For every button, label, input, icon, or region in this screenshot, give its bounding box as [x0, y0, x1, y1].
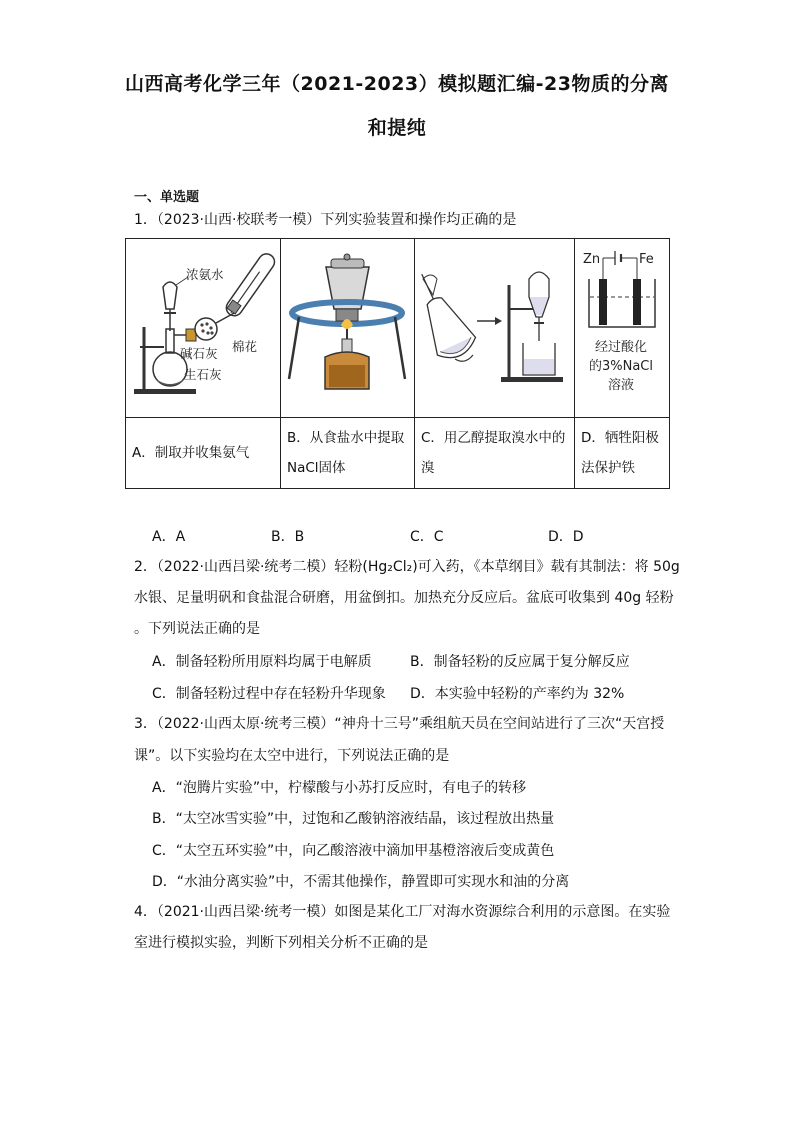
cell-d-label: D．牺牲阳极法保护铁 — [575, 418, 670, 489]
label-solution-line3: 溶液 — [607, 378, 635, 393]
cell-c-label: C．用乙醇提取溴水中的溴 — [415, 418, 575, 489]
q3-option-b[interactable]: B．“太空冰雪实验”中，过饱和乙酸钠溶液结晶，该过程放出热量 — [152, 811, 555, 827]
label-cotton: 棉花 — [232, 339, 258, 354]
q1-option-d[interactable]: D．D — [548, 529, 584, 545]
cell-b-label: B．从食盐水中提取NaCl固体 — [281, 418, 415, 489]
page-title-line1: 山西高考化学三年（2021-2023）模拟题汇编-23物质的分离 — [125, 73, 669, 95]
q1-option-c[interactable]: C．C — [410, 529, 444, 545]
q2-option-c[interactable]: C．制备轻粉过程中存在轻粉升华现象 — [152, 686, 386, 702]
label-quicklime: 生石灰 — [184, 367, 222, 382]
question-3-line2: 课”。以下实验均在太空中进行，下列说法正确的是 — [134, 748, 450, 764]
question-3-line1: 3．（2022·山西太原·统考三模）“神舟十三号”乘组航天员在空间站进行了三次“天宫授 — [134, 716, 665, 732]
diagram-b-evaporation — [281, 239, 415, 418]
diagram-a-ammonia-apparatus — [126, 239, 281, 418]
question-4-line2: 室进行模拟实验，判断下列相关分析不正确的是 — [134, 935, 428, 951]
question-1-table — [125, 238, 670, 489]
page-title-line2: 和提纯 — [367, 117, 427, 139]
q3-option-c[interactable]: C．“太空五环实验”中，向乙酸溶液中滴加甲基橙溶液后变成黄色 — [152, 843, 555, 859]
q1-option-b[interactable]: B．B — [271, 529, 305, 545]
q2-option-b[interactable]: B．制备轻粉的反应属于复分解反应 — [410, 654, 630, 670]
diagram-d-electrolysis — [575, 239, 670, 418]
question-2-line2: 水银、足量明矾和食盐混合研磨，用盆倒扣。加热充分反应后。盆底可收集到 40g 轻粉 — [134, 590, 674, 606]
label-zn: Zn — [583, 252, 601, 267]
diagram-c-extraction — [415, 239, 575, 418]
label-ammonia: 浓氨水 — [186, 267, 224, 282]
label-soda-lime: 碱石灰 — [180, 346, 218, 361]
q2-option-a[interactable]: A．制备轻粉所用原料均属于电解质 — [152, 654, 372, 670]
q2-option-d[interactable]: D．本实验中轻粉的产率约为 32% — [410, 686, 625, 702]
question-1-stem: 1．（2023·山西·校联考一模）下列实验装置和操作均正确的是 — [134, 212, 517, 228]
question-4-line1: 4．（2021·山西吕梁·统考一模）如图是某化工厂对海水资源综合利用的示意图。在实验 — [134, 904, 671, 920]
question-2-line3: 。下列说法正确的是 — [134, 621, 260, 637]
question-2-line1: 2．（2022·山西吕梁·统考二模）轻粉(Hg₂Cl₂)可入药，《本草纲目》载有其制法：将 50g — [134, 559, 680, 575]
q3-option-a[interactable]: A．“泡腾片实验”中，柠檬酸与小苏打反应时，有电子的转移 — [152, 780, 527, 796]
cell-a-label: A．制取并收集氨气 — [126, 418, 281, 489]
section-heading: 一、单选题 — [134, 190, 200, 205]
label-fe: Fe — [639, 252, 654, 267]
label-solution-line1: 经过酸化 — [594, 340, 648, 355]
q3-option-d[interactable]: D．“水油分离实验”中，不需其他操作，静置即可实现水和油的分离 — [152, 874, 570, 890]
label-solution-line2: 的3%NaCl — [588, 359, 654, 374]
q1-option-a[interactable]: A．A — [152, 529, 186, 545]
